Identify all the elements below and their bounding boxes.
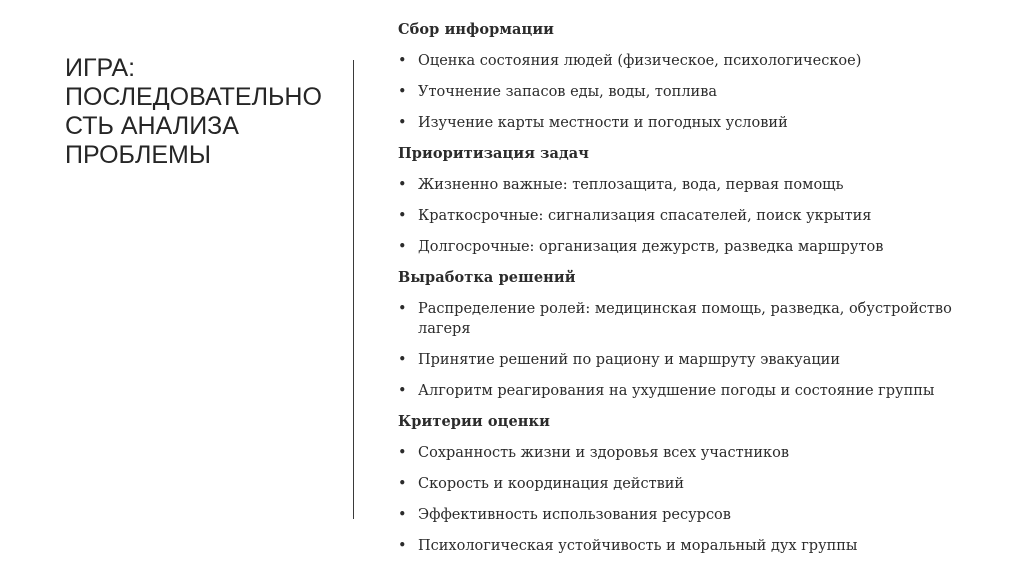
list-item bbox=[398, 206, 978, 226]
list-item-text: Оценка состояния людей (физическое, психологическое) bbox=[418, 53, 862, 69]
list-item-text: Уточнение запасов еды, воды, топлива bbox=[418, 84, 718, 100]
bullet-icon: • bbox=[398, 208, 407, 224]
section-heading: Выработка решений bbox=[398, 269, 576, 286]
bullet-icon: • bbox=[398, 301, 407, 317]
list-item-text: Скорость и координация действий bbox=[418, 476, 685, 492]
slide-title bbox=[65, 54, 340, 170]
section-decision-making bbox=[398, 268, 998, 401]
section-heading: Сбор информации bbox=[398, 21, 555, 38]
bullet-list bbox=[398, 443, 998, 556]
bullet-icon: • bbox=[398, 538, 407, 554]
slide-title-line: ПОСЛЕДОВАТЕЛЬНО bbox=[65, 83, 322, 111]
bullet-icon: • bbox=[398, 239, 407, 255]
bullet-list bbox=[398, 51, 998, 133]
bullet-icon: • bbox=[398, 476, 407, 492]
list-item bbox=[398, 51, 978, 71]
list-item bbox=[398, 505, 978, 525]
list-item bbox=[398, 474, 978, 494]
list-item bbox=[398, 175, 978, 195]
list-item-text: Изучение карты местности и погодных условий bbox=[418, 115, 788, 131]
content-area bbox=[398, 20, 998, 567]
slide-title-line: ИГРА: bbox=[65, 54, 136, 82]
list-item-text: Долгосрочные: организация дежурств, разведка маршрутов bbox=[418, 239, 884, 255]
bullet-icon: • bbox=[398, 383, 407, 399]
bullet-list bbox=[398, 175, 998, 257]
list-item-text: Психологическая устойчивость и моральный дух группы bbox=[418, 538, 858, 554]
bullet-icon: • bbox=[398, 53, 407, 69]
list-item-text: Краткосрочные: сигнализация спасателей, поиск укрытия bbox=[418, 208, 872, 224]
list-item bbox=[398, 381, 978, 401]
bullet-icon: • bbox=[398, 177, 407, 193]
section-task-prioritization bbox=[398, 144, 998, 257]
list-item-text: Жизненно важные: теплозащита, вода, первая помощь bbox=[418, 177, 844, 193]
bullet-icon: • bbox=[398, 84, 407, 100]
list-item bbox=[398, 113, 978, 133]
list-item-text: Сохранность жизни и здоровья всех участников bbox=[418, 445, 789, 461]
list-item bbox=[398, 350, 978, 370]
bullet-icon: • bbox=[398, 352, 407, 368]
section-information-gathering bbox=[398, 20, 998, 133]
list-item bbox=[398, 536, 978, 556]
bullet-icon: • bbox=[398, 445, 407, 461]
section-heading: Критерии оценки bbox=[398, 413, 550, 430]
list-item bbox=[398, 82, 978, 102]
bullet-icon: • bbox=[398, 115, 407, 131]
list-item-text: Распределение ролей: медицинская помощь, разведка, обустройство лагеря bbox=[418, 301, 952, 337]
list-item-text: Алгоритм реагирования на ухудшение погоды и состояние группы bbox=[418, 383, 935, 399]
section-evaluation-criteria bbox=[398, 412, 998, 556]
list-item bbox=[398, 237, 978, 257]
vertical-divider bbox=[353, 60, 354, 519]
list-item bbox=[398, 299, 978, 339]
slide-title-line: ПРОБЛЕМЫ bbox=[65, 141, 211, 169]
list-item-text: Эффективность использования ресурсов bbox=[418, 507, 731, 523]
slide-title-line: СТЬ АНАЛИЗА bbox=[65, 112, 239, 140]
section-heading: Приоритизация задач bbox=[398, 145, 589, 162]
list-item-text: Принятие решений по рациону и маршруту эвакуации bbox=[418, 352, 841, 368]
bullet-list bbox=[398, 299, 998, 401]
list-item bbox=[398, 443, 978, 463]
bullet-icon: • bbox=[398, 507, 407, 523]
